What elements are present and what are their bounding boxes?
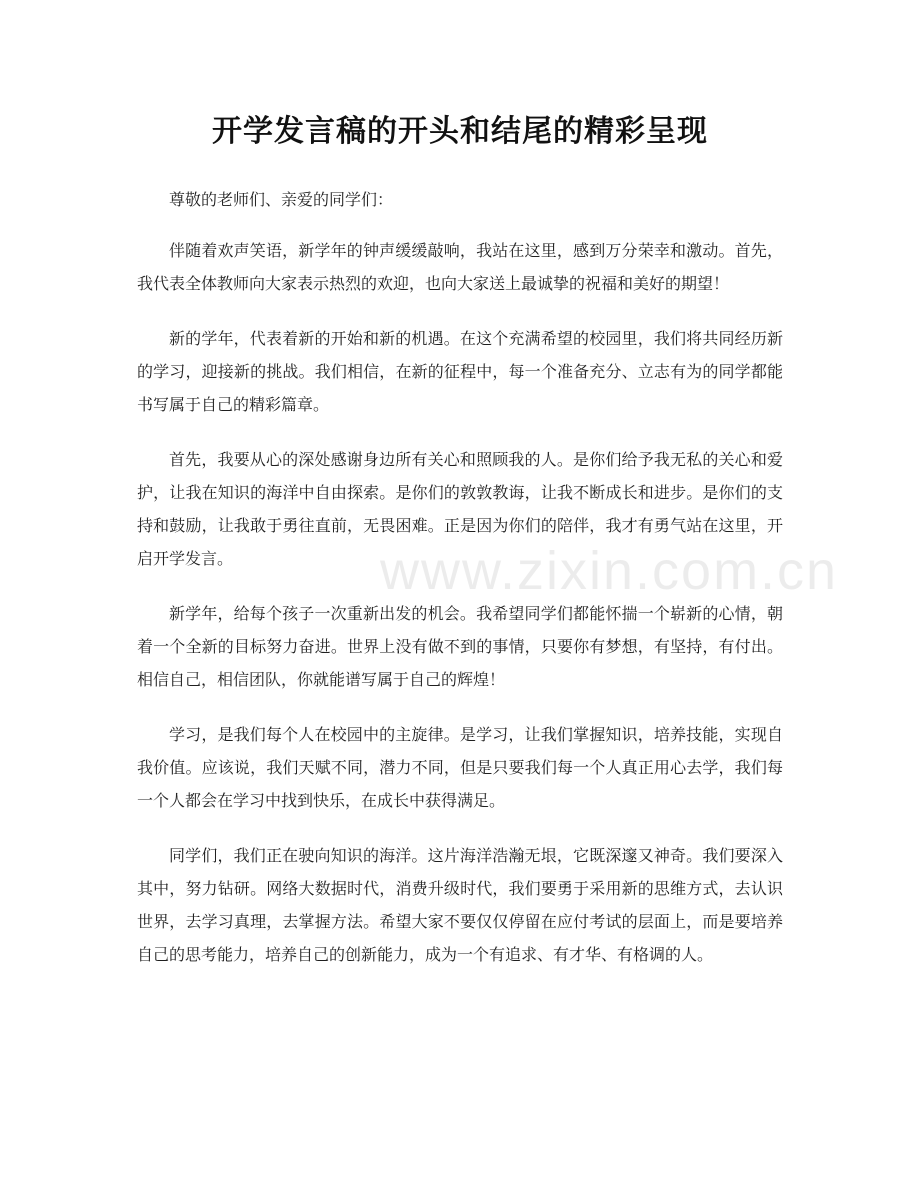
salutation: 尊敬的老师们、亲爱的同学们： — [169, 190, 394, 209]
paragraph: 伴随着欢声笑语，新学年的钟声缓缓敲响，我站在这里，感到万分荣幸和激动。首先，我代表全体教师向大家表示热烈的欢迎，也向大家送上最诚挚的祝福和美好的期望！ — [137, 241, 783, 293]
document-body — [137, 183, 783, 993]
document-title: 开学发言稿的开头和结尾的精彩呈现 — [212, 114, 708, 149]
paragraph: 首先，我要从心的深处感谢身边所有关心和照顾我的人。是你们给予我无私的关心和爱护，让我在知识的海洋中自由探索。是你们的敦敦教诲，让我不断成长和进步。是你们的支持和鼓励，让我敢于勇往直前，无畏困难。正是因为你们的陪伴，我才有勇气站在这里，开启开学发言。 — [137, 450, 783, 568]
watermark: www.zixin.com.cn — [380, 541, 839, 601]
paragraph: 新的学年，代表着新的开始和新的机遇。在这个充满希望的校园里，我们将共同经历新的学习，迎接新的挑战。我们相信，在新的征程中，每一个准备充分、立志有为的同学都能书写属于自己的精彩篇章。 — [137, 329, 783, 414]
paragraph: 同学们，我们正在驶向知识的海洋。这片海洋浩瀚无垠，它既深邃又神奇。我们要深入其中，努力钻研。网络大数据时代，消费升级时代，我们要勇于采用新的思维方式，去认识世界，去学习真理，去掌握方法。希望大家不要仅仅停留在应付考试的层面上，而是要培养自己的思考能力，培养自己的创新能力，成为一个有追求、有才华、有格调的人。 — [137, 846, 783, 964]
paragraph: 学习，是我们每个人在校园中的主旋律。是学习，让我们掌握知识，培养技能，实现自我价值。应该说，我们天赋不同，潜力不同，但是只要我们每一个人真正用心去学，我们每一个人都会在学习中找到快乐，在成长中获得满足。 — [137, 725, 783, 810]
paragraph: 新学年，给每个孩子一次重新出发的机会。我希望同学们都能怀揣一个崭新的心情，朝着一个全新的目标努力奋进。世界上没有做不到的事情，只要你有梦想，有坚持，有付出。相信自己，相信团队，你就能谱写属于自己的辉煌！ — [137, 604, 783, 689]
